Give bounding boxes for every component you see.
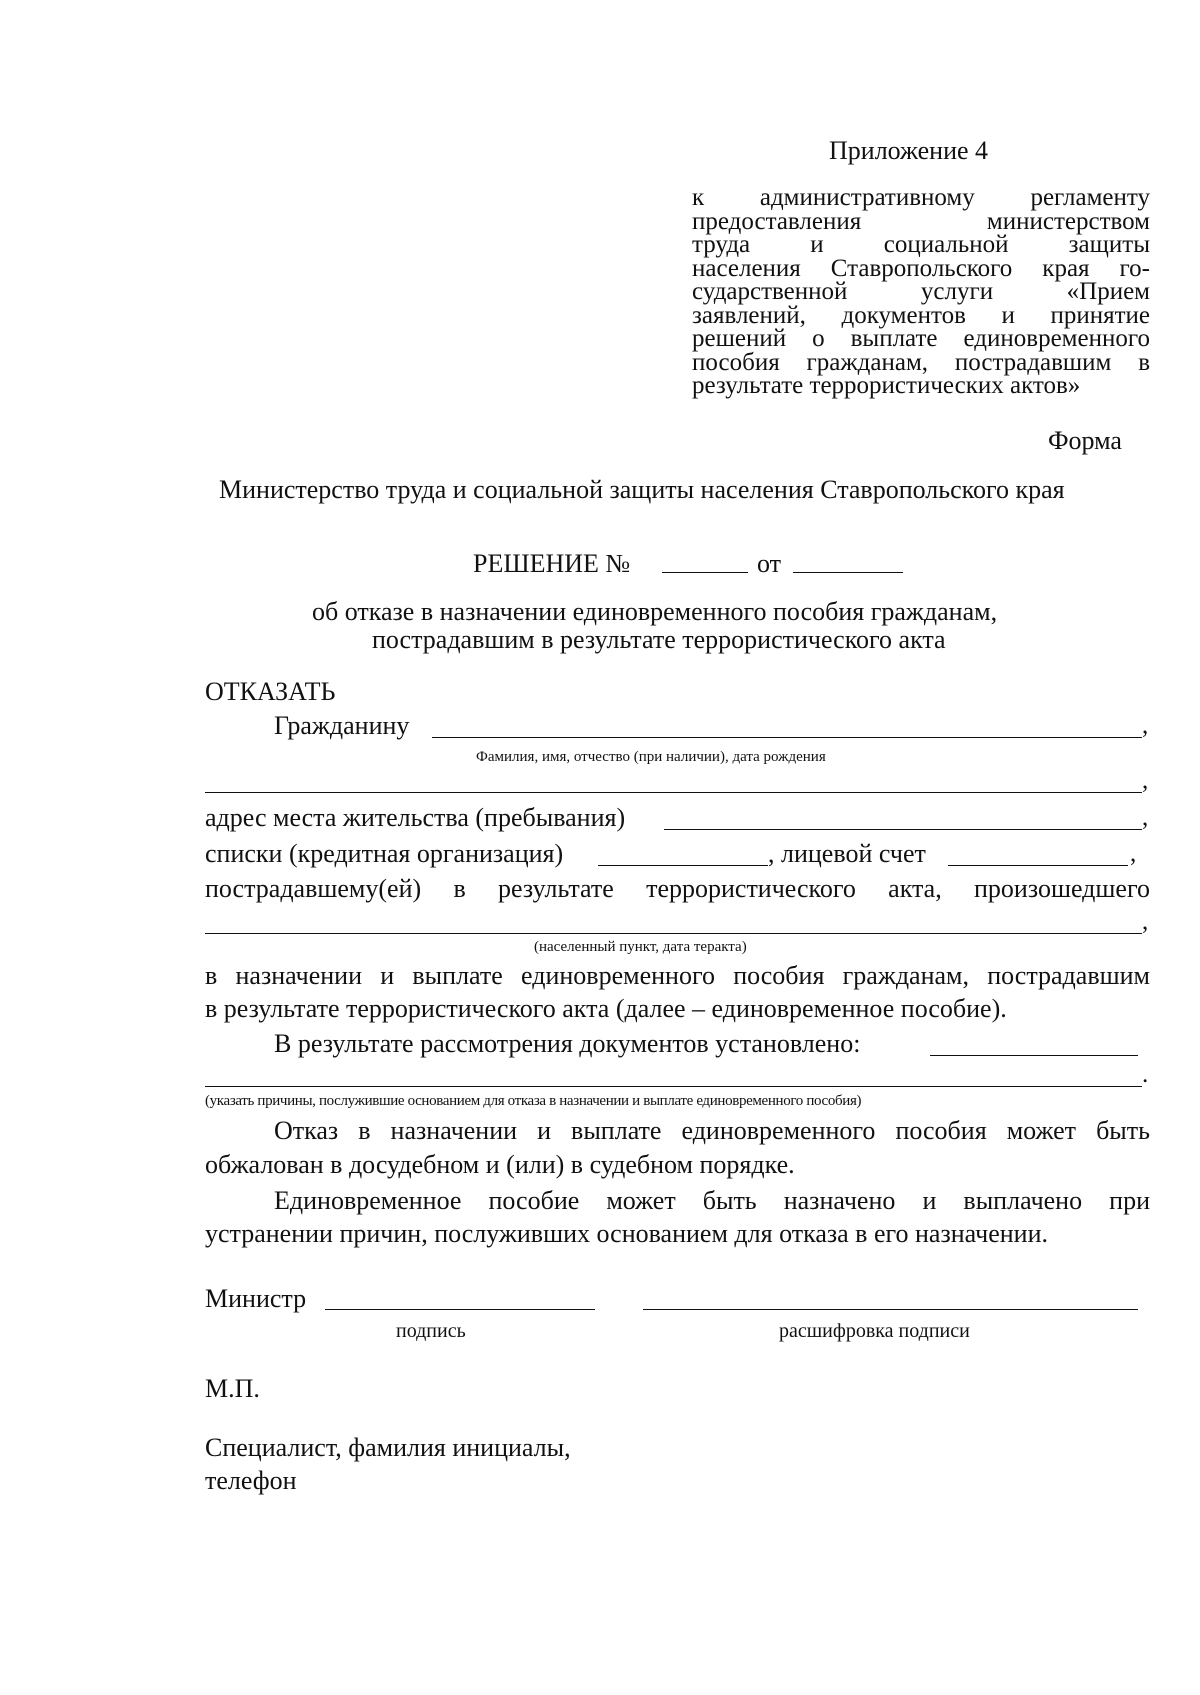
appendix-line: населения Ставропольского края го- <box>692 254 1150 282</box>
refuse-heading: ОТКАЗАТЬ <box>205 677 336 706</box>
appendix-line: предоставления министерством <box>692 207 1150 235</box>
appendix-line: к административному регламенту <box>692 184 1150 211</box>
decision-from-label: от <box>757 549 782 578</box>
address-label: адрес места жительства (пребывания) <box>205 803 626 832</box>
paragraph-4-line2: устранении причин, послуживших основанием для отказа в его назначении. <box>205 1219 1049 1248</box>
appendix-line: решений о выплате единовременного <box>692 325 1150 352</box>
appendix-line: труда и социальной защиты <box>692 231 1150 258</box>
reason-caption: (указать причины, послужившие основанием для отказа в назначении и выплате единовременного пособия) <box>205 1093 862 1109</box>
appendix-line: заявлений, документов и принятие <box>692 301 1150 329</box>
paragraph-4-line1: Единовременное пособие может быть назначено и выплачено при <box>274 1186 1150 1215</box>
comma: , <box>1142 767 1149 794</box>
signature-caption: подпись <box>396 1320 466 1342</box>
signature-field[interactable] <box>325 1309 595 1310</box>
specialist-line2: телефон <box>205 1466 297 1495</box>
minister-label: Министр <box>205 1284 307 1313</box>
bank-label: списки (кредитная организация) <box>205 839 564 868</box>
appendix-title: Приложение 4 <box>829 136 989 165</box>
comma: , <box>1130 840 1137 867</box>
appendix-line: сударственной услуги «Прием <box>692 278 1150 305</box>
paragraph-2: В результате рассмотрения документов установлено: <box>274 1029 861 1058</box>
decision-subtitle-line1: об отказе в назначении единовременного пособия гражданам, <box>312 597 998 626</box>
appendix-line: пособия гражданам, пострадавшим в <box>692 348 1150 376</box>
comma: , <box>1142 712 1149 739</box>
account-field[interactable] <box>948 865 1128 866</box>
decision-number-field[interactable] <box>662 572 748 573</box>
citizen-name-field[interactable] <box>432 737 1142 738</box>
address-field[interactable] <box>664 829 1142 830</box>
signature-decode-field[interactable] <box>643 1309 1138 1310</box>
paragraph-3-line2: обжалован в досудебном и (или) в судебном порядке. <box>205 1150 795 1179</box>
place-caption: (населенный пункт, дата теракта) <box>534 939 747 955</box>
decision-date-field[interactable] <box>793 572 903 573</box>
place-date-field[interactable] <box>205 933 1142 934</box>
paragraph-1-line2: в результате террористического акта (далее – единовременное пособие). <box>205 994 1007 1023</box>
period: . <box>1142 1061 1149 1088</box>
stamp-label: М.П. <box>205 1374 260 1403</box>
form-label: Форма <box>1048 426 1122 455</box>
decision-title: РЕШЕНИЕ № <box>473 549 631 578</box>
citizen-extra-field[interactable] <box>205 792 1142 793</box>
paragraph-1-line1: в назначении и выплате единовременного пособия гражданам, пострадавшим <box>205 961 1150 990</box>
decision-subtitle-line2: пострадавшим в результате террористического акта <box>372 625 946 654</box>
reasons-field-2[interactable] <box>205 1086 1142 1087</box>
appendix-line: результате террористических актов» <box>692 372 1081 399</box>
citizen-caption: Фамилия, имя, отчество (при наличии), дата рождения <box>476 749 826 765</box>
victim-line: пострадавшему(ей) в результате террористического акта, произошедшего <box>205 874 1150 903</box>
appendix-reference <box>692 186 1150 398</box>
paragraph-3-line1: Отказ в назначении и выплате единовременного пособия может быть <box>274 1116 1150 1145</box>
comma: , <box>1142 804 1149 831</box>
specialist-line1: Специалист, фамилия инициалы, <box>205 1433 571 1462</box>
reasons-field-1[interactable] <box>930 1055 1138 1056</box>
decode-caption: расшифровка подписи <box>779 1320 970 1342</box>
citizen-label: Гражданину <box>274 711 410 740</box>
ministry-name: Министерство труда и социальной защиты населения Ставропольского края <box>219 475 1065 504</box>
comma: , <box>1142 908 1149 935</box>
account-label: , лицевой счет <box>768 839 926 868</box>
bank-field[interactable] <box>598 865 768 866</box>
